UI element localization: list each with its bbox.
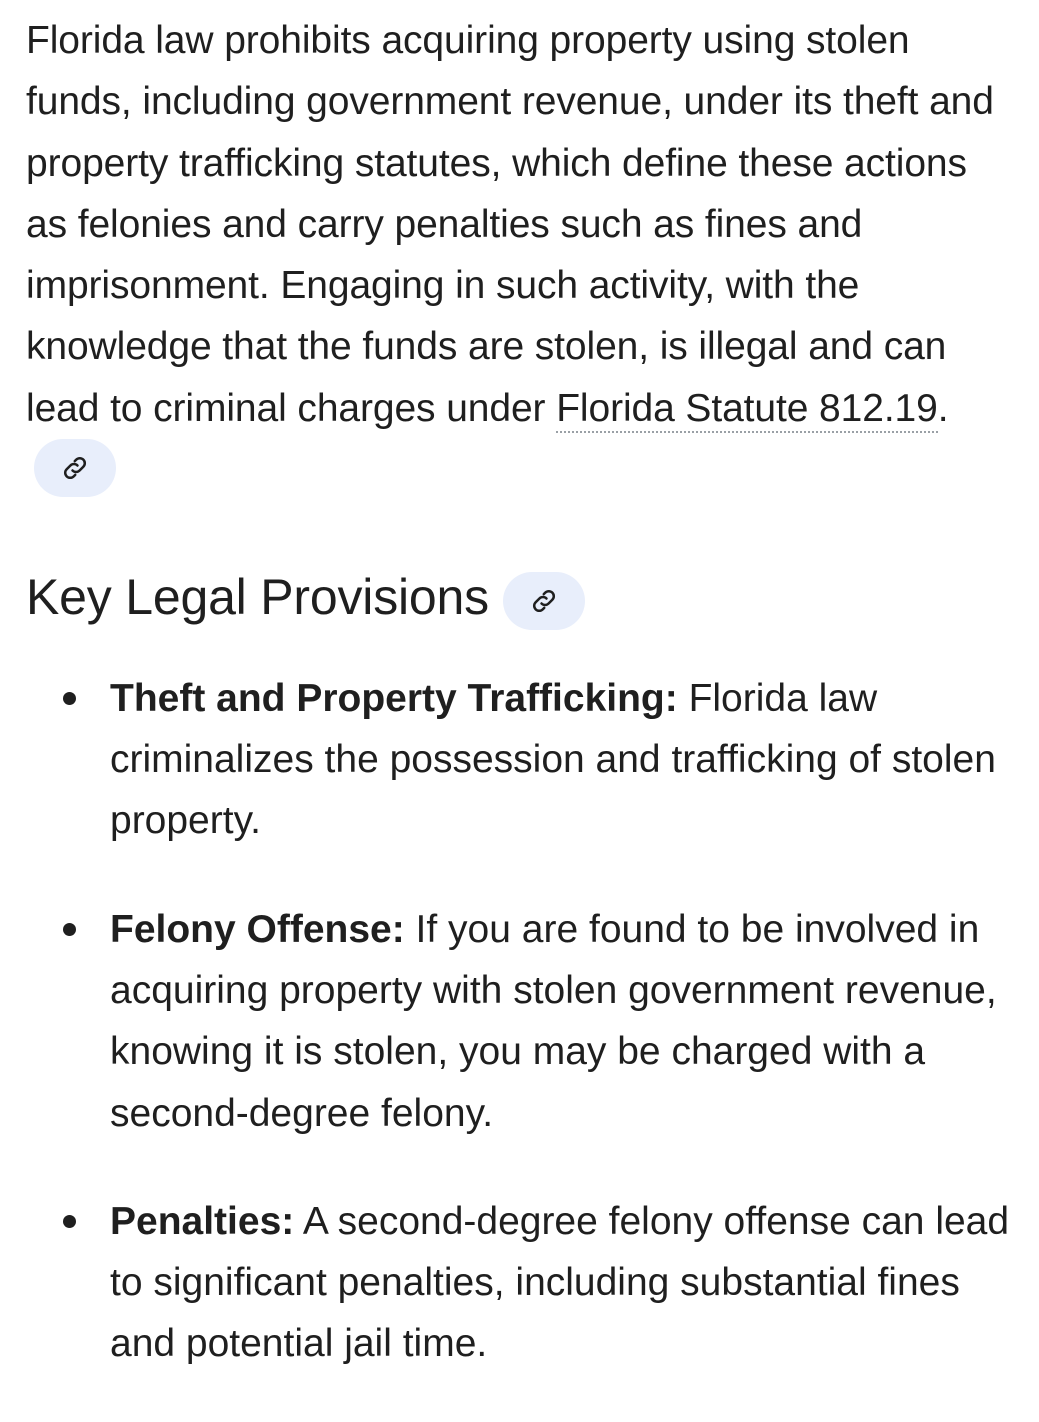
intro-text-end: . — [937, 386, 949, 430]
intro-source-chip[interactable] — [34, 439, 116, 497]
item-term: Penalties: — [110, 1199, 295, 1243]
item-term: Felony Offense: — [110, 907, 405, 951]
item-text: If you are found to be involved in acquiring property with stolen government revenue, knowing it is stolen, you may be charged with a second-degree felony. — [110, 907, 997, 1135]
florida-statute-link[interactable]: Florida Statute 812.19 — [556, 387, 938, 433]
provisions-list — [26, 668, 1016, 1375]
link-icon — [529, 586, 559, 616]
item-text: A second-degree felony offense can lead to significant penalties, including substantial fines and potential jail time. — [110, 1199, 1010, 1366]
item-term: Theft and Property Trafficking: — [110, 676, 678, 720]
response-content — [26, 10, 1016, 1422]
link-icon — [60, 453, 90, 483]
list-item — [26, 668, 1010, 852]
list-item — [26, 899, 1010, 1144]
section-heading: Key Legal Provisions — [26, 568, 489, 625]
item-text: Florida law criminalizes the possession and trafficking of stolen property. — [110, 676, 996, 843]
intro-text: Florida law prohibits acquiring property using stolen funds, including government revenue, under its theft and property trafficking statutes, which define these actions as felonies and carry penalties such as fines and imprisonment. Engaging in such activity, with the knowledge that the funds are stolen, is illegal and can lead to criminal charges under — [26, 19, 994, 430]
list-item — [26, 1191, 1010, 1375]
heading-source-chip[interactable] — [503, 572, 585, 630]
section-heading-row — [26, 568, 1016, 626]
intro-paragraph — [26, 10, 1016, 501]
